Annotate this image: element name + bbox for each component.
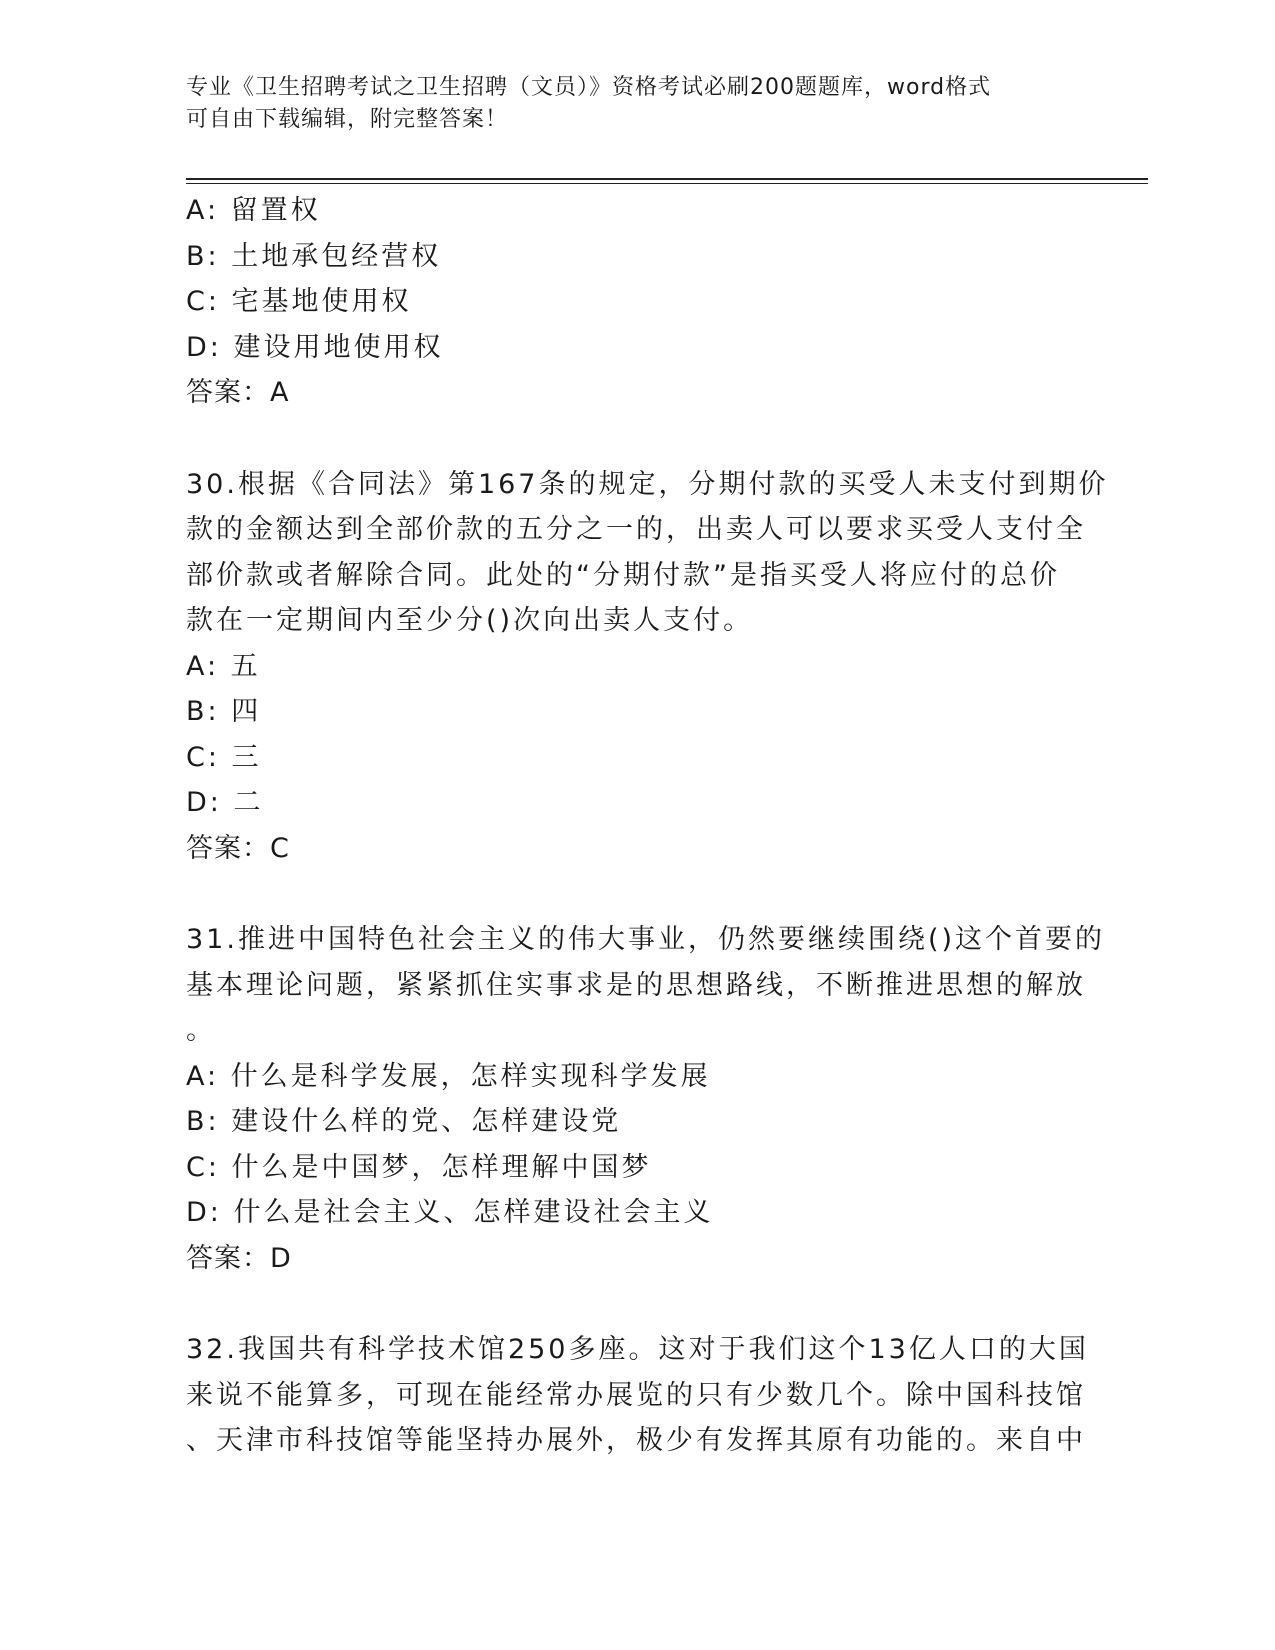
question-stem-line: 来说不能算多，可现在能经常办展览的只有少数几个。除中国科技馆 xyxy=(186,1379,1086,1411)
option-a: A: 留置权 xyxy=(186,195,321,226)
document-header xyxy=(186,72,1086,136)
option-b: B: 土地承包经营权 xyxy=(186,240,442,272)
question-stem-line: 、天津市科技馆等能坚持办展外，极少有发挥其原有功能的。来自中 xyxy=(186,1425,1086,1456)
question-stem-line: 基本理论问题，紧紧抓住实事求是的思想路线，不断推进思想的解放 xyxy=(186,969,1086,1001)
document-content xyxy=(186,188,1109,1464)
option-b: B: 四 xyxy=(186,696,262,727)
question-stem-line: 款在一定期间内至少分()次向出卖人支付。 xyxy=(186,605,754,636)
answer: 答案：D xyxy=(186,1242,292,1274)
question-32 xyxy=(186,1327,1089,1464)
answer: 答案：A xyxy=(186,377,290,408)
option-a: A: 五 xyxy=(186,650,261,682)
option-d: D: 什么是社会主义、怎样建设社会主义 xyxy=(186,1197,714,1228)
question-stem-line: 32.我国共有科学技术馆250多座。这对于我们这个13亿人口的大国 xyxy=(186,1334,1089,1365)
question-stem-line: 部价款或者解除合同。此处的“分期付款”是指买受人将应付的总价 xyxy=(186,559,1060,591)
option-a: A: 什么是科学发展，怎样实现科学发展 xyxy=(186,1060,711,1092)
header-line-2: 可自由下载编辑，附完整答案！ xyxy=(186,107,509,132)
question-29-tail xyxy=(186,188,1086,416)
question-stem-line: 31.推进中国特色社会主义的伟大事业，仍然要继续围绕()这个首要的 xyxy=(186,924,1106,955)
spacer xyxy=(186,416,1086,462)
spacer xyxy=(186,871,1086,917)
option-c: C: 宅基地使用权 xyxy=(186,286,412,317)
spacer xyxy=(186,1281,1086,1327)
header-line-1: 专业《卫生招聘考试之卫生招聘（文员）》资格考试必刷200题题库，word格式 xyxy=(186,75,992,100)
question-stem-line: 。 xyxy=(186,1015,216,1046)
question-31 xyxy=(186,917,1106,1281)
answer: 答案：C xyxy=(186,832,290,864)
question-stem-line: 款的金额达到全部价款的五分之一的，出卖人可以要求买受人支付全 xyxy=(186,514,1086,545)
question-30 xyxy=(186,462,1109,872)
option-c: C: 三 xyxy=(186,741,262,773)
option-b: B: 建设什么样的党、怎样建设党 xyxy=(186,1106,622,1137)
header-divider-thin xyxy=(186,183,1148,184)
question-stem-line: 30.根据《合同法》第167条的规定，分期付款的买受人未支付到期价 xyxy=(186,468,1109,500)
option-d: D: 建设用地使用权 xyxy=(186,331,444,363)
header-divider-thick xyxy=(186,178,1148,180)
option-d: D: 二 xyxy=(186,787,264,818)
option-c: C: 什么是中国梦，怎样理解中国梦 xyxy=(186,1151,652,1183)
